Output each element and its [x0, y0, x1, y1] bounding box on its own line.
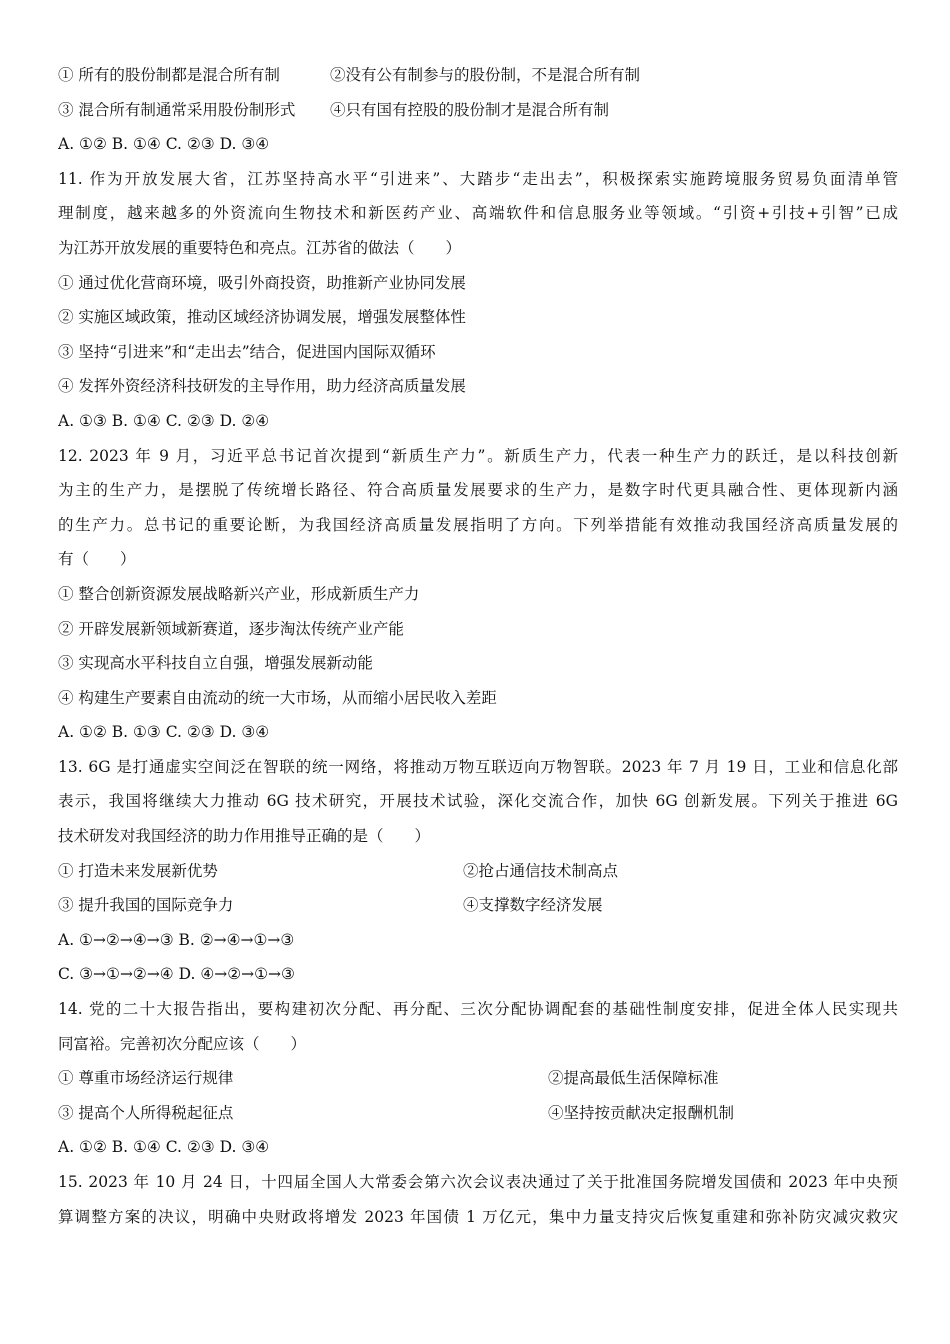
- q14-stem-line-1: 14. 党的二十大报告指出，要构建初次分配、再分配、三次分配协调配套的基础性制度安排，促进全体人民实现共: [58, 1000, 898, 1019]
- q12-option-2: ② 开辟发展新领域新赛道，逐步淘汰传统产业产能: [58, 619, 404, 638]
- q10-option-4: ④只有国有控股的股份制才是混合所有制: [330, 100, 610, 119]
- q14-choices: A. ①② B. ①④ C. ②③ D. ③④: [58, 1138, 270, 1157]
- q14-option-1: ① 尊重市场经济运行规律: [58, 1069, 234, 1088]
- q11-stem-line-2: 理制度，越来越多的外资流向生物技术和新医药产业、高端软件和信息服务业等领域。“引资+引技+引智”已成: [58, 204, 898, 223]
- q10-option-1: ① 所有的股份制都是混合所有制: [58, 66, 280, 84]
- q11-option-2: ② 实施区域政策，推动区域经济协调发展，增强发展整体性: [58, 308, 466, 327]
- q14-options-row-1: [58, 1065, 898, 1100]
- q13-stem-line-1: 13. 6G 是打通虚实空间泛在智联的统一网络，将推动万物互联迈向万物智联。2023 年 7 月 19 日，工业和信息化部: [58, 757, 898, 776]
- q10-options-row-1: [58, 62, 898, 97]
- q12-stem-line-3: 的生产力。总书记的重要论断，为我国经济高质量发展指明了方向。下列举措能有效推动我国经济高质量发展的: [58, 515, 898, 534]
- q11-stem-line-3: 为江苏开放发展的重要特色和亮点。江苏省的做法（ ）: [58, 238, 462, 257]
- exam-page: [58, 62, 898, 1238]
- q12-choices: A. ①② B. ①③ C. ②③ D. ③④: [58, 723, 270, 742]
- q13-options-row-2: [58, 892, 898, 927]
- q11-option-3: ③ 坚持“引进来”和“走出去”结合，促进国内国际双循环: [58, 342, 436, 361]
- q13-options-row-1: [58, 858, 898, 893]
- q12-stem-line-2: 为主的生产力，是摆脱了传统增长路径、符合高质量发展要求的生产力，是数字时代更具融合性、更体现新内涵: [58, 481, 898, 500]
- q10-options-row-2: [58, 97, 898, 132]
- q12-stem-line-4: 有（ ）: [58, 550, 136, 569]
- q11-choices: A. ①③ B. ①④ C. ②③ D. ②④: [58, 411, 270, 430]
- q13-stem-line-3: 技术研发对我国经济的助力作用推导正确的是（ ）: [58, 827, 431, 846]
- q12-stem-line-1: 12. 2023 年 9 月，习近平总书记首次提到“新质生产力”。新质生产力，代表一种生产力的跃迁，是以科技创新: [58, 446, 898, 465]
- q11-option-1: ① 通过优化营商环境，吸引外商投资，助推新产业协同发展: [58, 273, 466, 292]
- q15-stem-line-2: 算调整方案的决议，明确中央财政将增发 2023 年国债 1 万亿元，集中力量支持灾后恢复重建和弥补防灾减灾救灾: [58, 1207, 898, 1226]
- q14-options-row-2: [58, 1100, 898, 1135]
- q10-option-2: ②没有公有制参与的股份制，不是混合所有制: [330, 66, 641, 84]
- q13-choices-line-2: C. ③→①→②→④ D. ④→②→①→③: [58, 965, 295, 984]
- q13-option-3: ③ 提升我国的国际竞争力: [58, 896, 234, 915]
- q12-option-4: ④ 构建生产要素自由流动的统一大市场，从而缩小居民收入差距: [58, 688, 497, 707]
- q11-stem-line-1: 11. 作为开放发展大省，江苏坚持高水平“引进来”、大踏步“走出去”，积极探索实施跨境服务贸易负面清单管: [58, 169, 898, 188]
- q10-option-3: ③ 混合所有制通常采用股份制形式: [58, 100, 296, 119]
- q12-option-1: ① 整合创新资源发展战略新兴产业，形成新质生产力: [58, 584, 420, 603]
- q13-option-1: ① 打造未来发展新优势: [58, 861, 218, 880]
- q15-stem-line-1: 15. 2023 年 10 月 24 日，十四届全国人大常委会第六次会议表决通过了关于批准国务院增发国债和 2023 年中央预: [58, 1173, 898, 1191]
- q13-choices-line-1: A. ①→②→④→③ B. ②→④→①→③: [58, 930, 295, 949]
- q12-option-3: ③ 实现高水平科技自立自强，增强发展新动能: [58, 654, 373, 673]
- q14-stem-line-2: 同富裕。完善初次分配应该（ ）: [58, 1034, 307, 1053]
- q10-choices: A. ①② B. ①④ C. ②③ D. ③④: [58, 135, 270, 154]
- q14-option-3: ③ 提高个人所得税起征点: [58, 1103, 234, 1122]
- q13-stem-line-2: 表示，我国将继续大力推动 6G 技术研究，开展技术试验，深化交流合作，加快 6G 创新发展。下列关于推进 6G: [58, 792, 898, 811]
- q11-option-4: ④ 发挥外资经济科技研发的主导作用，助力经济高质量发展: [58, 377, 466, 396]
- q14-option-2: ②提高最低生活保障标准: [548, 1069, 719, 1088]
- q14-option-4: ④坚持按贡献决定报酬机制: [548, 1103, 735, 1122]
- q13-option-2: ②抢占通信技术制高点: [463, 861, 619, 880]
- q13-option-4: ④支撑数字经济发展: [463, 896, 603, 915]
